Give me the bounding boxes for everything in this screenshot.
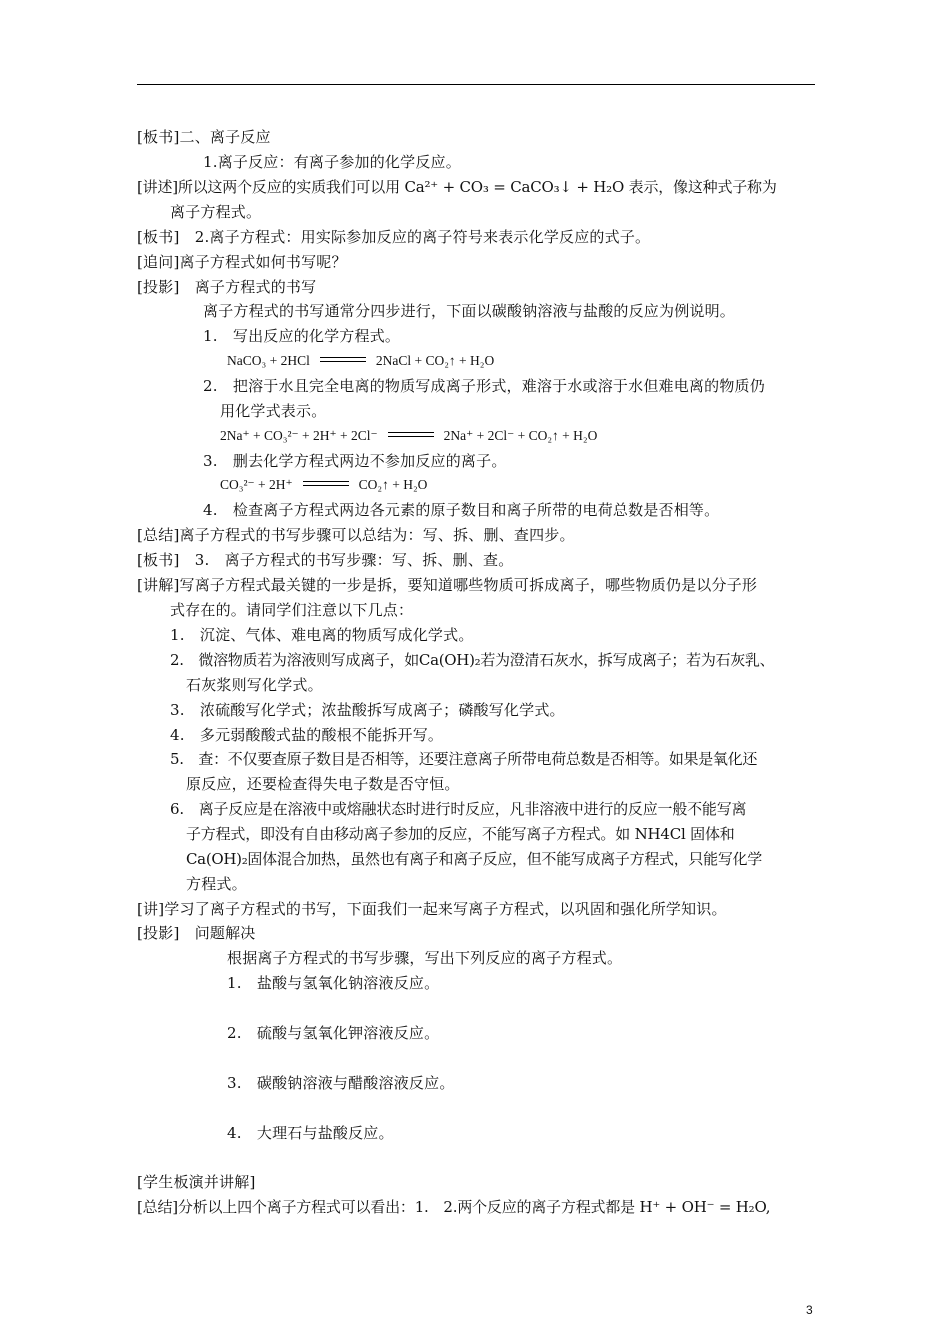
text-line: [总结]离子方程式的书写步骤可以总结为：写、拆、删、查四步。 <box>137 526 575 544</box>
text-line: 石灰浆则写化学式。 <box>186 676 323 694</box>
equation-molecular: NaCO₃ + 2HCl 2NaCl + CO₂↑ + H₂O <box>227 353 495 368</box>
text-line: 子方程式，即没有自由移动离子参加的反应，不能写离子方程式。如 NH4Cl 固体和 <box>186 825 735 843</box>
reaction-arrow <box>303 481 349 486</box>
text-line: 1. 写出反应的化学方程式。 <box>203 327 401 345</box>
text-line: 3. 删去化学方程式两边不参加反应的离子。 <box>203 452 507 470</box>
list-item: 1. 沉淀、气体、难电离的物质写成化学式。 <box>170 626 474 644</box>
text-line: [学生板演并讲解] <box>137 1173 256 1191</box>
reaction-arrow <box>388 432 434 437</box>
problem-item: 1. 盐酸与氢氧化钠溶液反应。 <box>227 974 440 992</box>
text-line: 方程式。 <box>186 875 247 893</box>
text-line: 4. 检查离子方程式两边各元素的原子数目和离子所带的电荷总数是否相等。 <box>203 501 720 519</box>
text-line: [板书]二、离子反应 <box>137 128 271 146</box>
text-line: 离子方程式的书写通常分四步进行，下面以碳酸钠溶液与盐酸的反应为例说明。 <box>203 302 736 320</box>
text-line: [讲解]写离子方程式最关键的一步是拆，要知道哪些物质可拆成离子，哪些物质仍是以分子形 <box>137 576 758 594</box>
text-line: Ca(OH)₂固体混合加热，虽然也有离子和离子反应，但不能写成离子方程式，只能写化学 <box>186 850 762 868</box>
list-item: 5. 查：不仅要查原子数目是否相等，还要注意离子所带电荷总数是否相等。如果是氧化还 <box>170 750 758 768</box>
text-line: 离子方程式。 <box>170 203 262 221</box>
problem-item: 3. 碳酸钠溶液与醋酸溶液反应。 <box>227 1074 455 1092</box>
text-line: [板书] 3. 离子方程式的书写步骤：写、拆、删、查。 <box>137 551 514 569</box>
text-line: [板书] 2.离子方程式：用实际参加反应的离子符号来表示化学反应的式子。 <box>137 228 651 246</box>
text-line: [讲]学习了离子方程式的书写，下面我们一起来写离子方程式，以巩固和强化所学知识。 <box>137 900 727 918</box>
text-line: 式存在的。请同学们注意以下几点： <box>170 601 414 619</box>
problem-item: 2. 硫酸与氢氧化钾溶液反应。 <box>227 1024 440 1042</box>
text-line: 2. 把溶于水且完全电离的物质写成离子形式，难溶于水或溶于水但难电离的物质仍 <box>203 377 765 395</box>
list-item: 3. 浓硫酸写化学式；浓盐酸拆写成离子；磷酸写化学式。 <box>170 701 565 719</box>
text-line: 1.离子反应：有离子参加的化学反应。 <box>203 153 461 171</box>
equation-full-ionic: 2Na⁺ + CO₃²⁻ + 2H⁺ + 2Cl⁻ 2Na⁺ + 2Cl⁻ + CO₂↑ + H₂O <box>220 428 598 443</box>
equation-net-ionic: CO₃²⁻ + 2H⁺ CO₂↑ + H₂O <box>220 477 428 492</box>
text-line: 原反应，还要检查得失电子数是否守恒。 <box>186 775 460 793</box>
text-line: [投影] 离子方程式的书写 <box>137 278 317 296</box>
header-rule <box>137 84 815 85</box>
list-item: 2. 微溶物质若为溶液则写成离子，如Ca(OH)₂若为澄清石灰水，拆写成离子；若为石灰乳、 <box>170 651 775 669</box>
problem-item: 4. 大理石与盐酸反应。 <box>227 1124 394 1142</box>
reaction-arrow <box>320 357 366 362</box>
text-line: [追问]离子方程式如何书写呢？ <box>137 253 347 271</box>
text-line: [投影] 问题解决 <box>137 924 256 942</box>
page-number: 3 <box>806 1303 813 1317</box>
list-item: 6. 离子反应是在溶液中或熔融状态时进行时反应，凡非溶液中进行的反应一般不能写离 <box>170 800 747 818</box>
text-line: 用化学式表示。 <box>220 402 327 420</box>
list-item: 4. 多元弱酸酸式盐的酸根不能拆开写。 <box>170 726 444 744</box>
text-line: 根据离子方程式的书写步骤，写出下列反应的离子方程式。 <box>227 949 623 967</box>
text-line: [讲述]所以这两个反应的实质我们可以用 Ca²⁺ + CO₃ = CaCO₃↓ + H₂O 表示，像这种式子称为 <box>137 178 777 196</box>
text-line: [总结]分析以上四个离子方程式可以看出：1. 2.两个反应的离子方程式都是 H⁺ + OH⁻ = H₂O, <box>137 1198 771 1216</box>
